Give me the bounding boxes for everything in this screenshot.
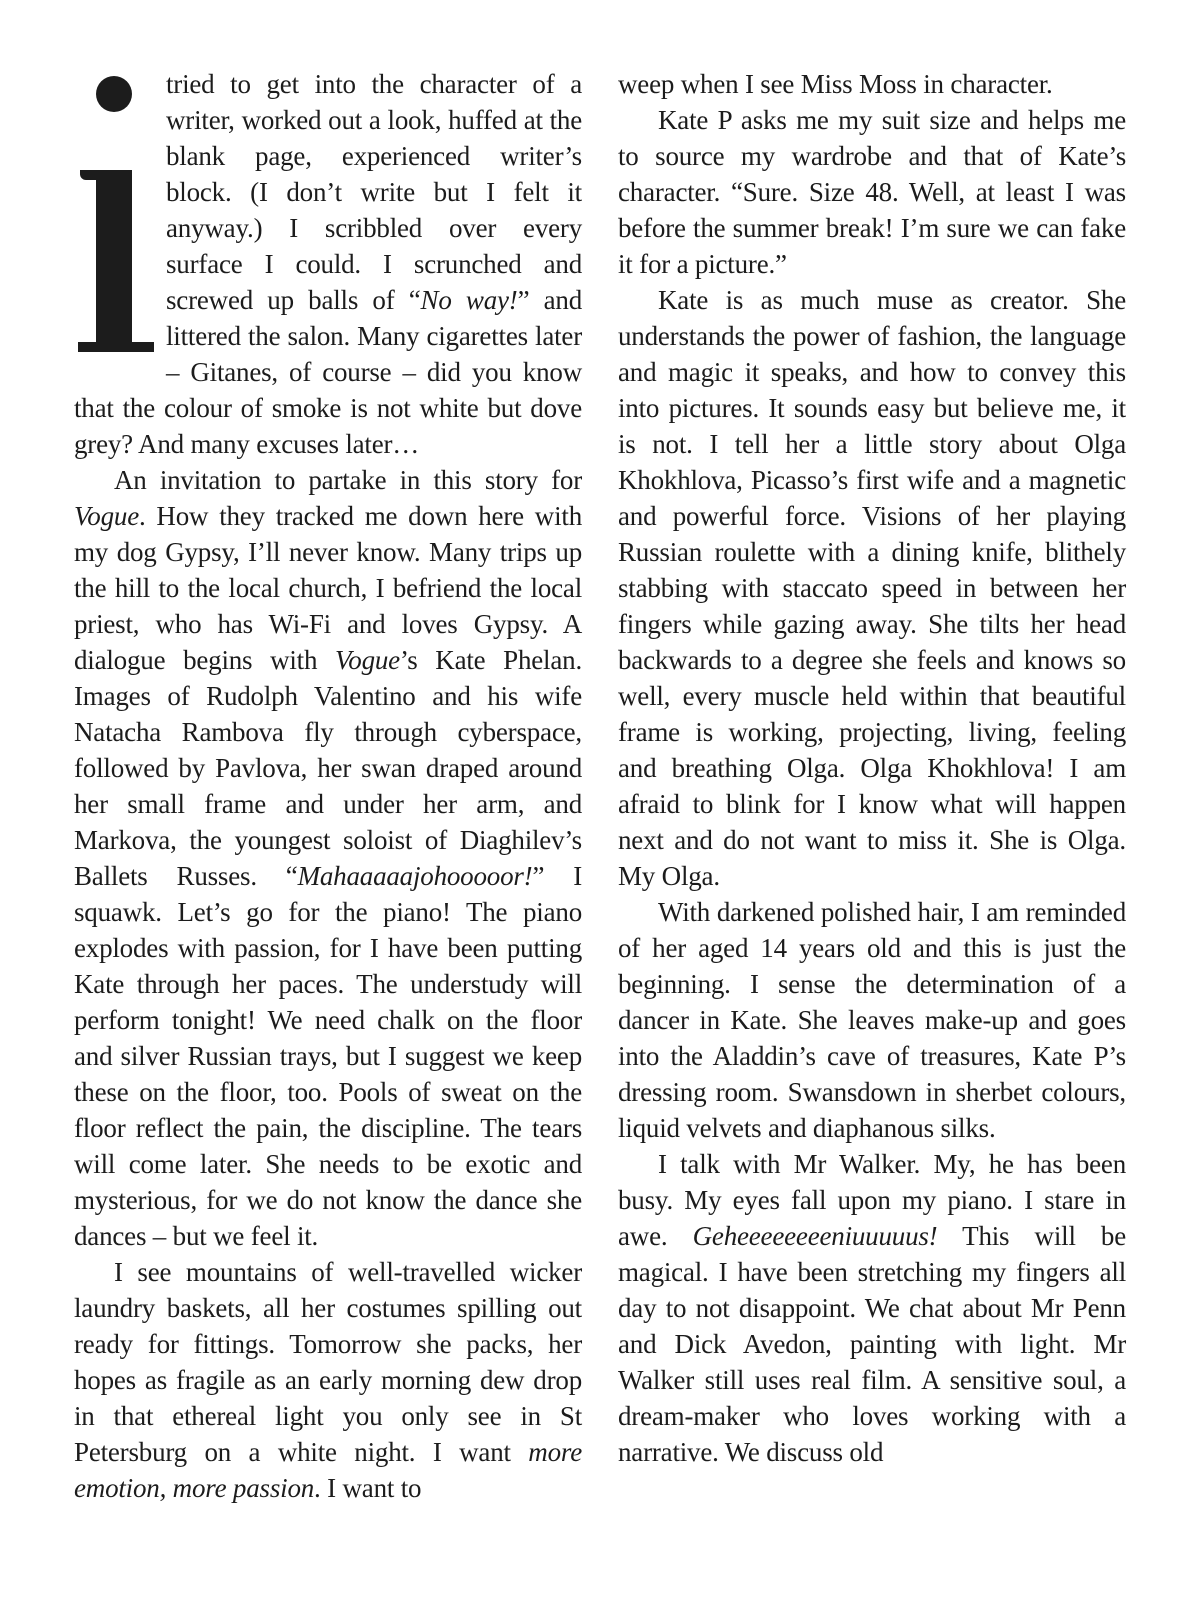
drop-cap-stem (96, 170, 132, 352)
text-run: This will be magical. I have been stretching my fingers all day to not disappoint. We chat about Mr Penn and Dick Avedon, painting with light. Mr Walker still uses real film. A sensitive soul, a dream-maker who loves working with a narrative. We discuss old (618, 1221, 1127, 1467)
left-column (74, 66, 582, 1506)
paragraph (618, 282, 1126, 894)
text-run: An invitation to partake in this story for (114, 465, 582, 495)
text-run: ” and littered the salon. Many cigarettes later – Gitanes, of course – did you know that the colour of smoke is not white but dove grey? And many excuses later… (74, 285, 582, 459)
text-run: ’s Kate Phelan. Images of Rudolph Valentino and his wife Natacha Rambova fly through cyberspace, followed by Pavlova, her swan draped around her small frame and under her arm, and Markova, the youngest soloist of Diaghilev’s Ballets Russes. “ (74, 645, 582, 891)
text-run: ” I squawk. Let’s go for the piano! The piano explodes with passion, for I have been putting Kate through her paces. The understudy will perform tonight! We need chalk on the floor and silver Russian trays, but I suggest we keep these on the floor, too. Pools of sweat on the floor reflect the pain, the discipline. The tears will come later. She needs to be exotic and mysterious, for we do not know the dance she dances – but we feel it. (74, 861, 582, 1251)
text-run: . How they tracked me down here with my dog Gypsy, I’ll never know. Many trips up the hill to the local church, I befriend the local priest, who has Wi-Fi and loves Gypsy. A dialogue begins with (74, 501, 582, 675)
text-run: weep when I see Miss Moss in character. (618, 69, 1053, 99)
text-run: With darkened polished hair, I am reminded of her aged 14 years old and this is just the beginning. I sense the determination of a dancer in Kate. She leaves make-up and goes into the Aladdin’s cave of treasures, Kate P’s dressing room. Swansdown in sherbet colours, liquid velvets and diaphanous silks. (618, 897, 1126, 1143)
text-run: I see mountains of well-travelled wicker laundry baskets, all her costumes spilling out ready for fittings. Tomorrow she packs, her hopes as fragile as an early morning dew drop in that ethereal light you only see in St Petersburg on a white night. I want (74, 1257, 582, 1467)
paragraph (74, 462, 582, 1254)
right-column (618, 66, 1126, 1470)
italic-text: Mahaaaaajohooooor! (297, 861, 533, 891)
drop-cap-serif-bottom (78, 342, 154, 352)
right-column-body (618, 66, 1126, 1470)
italic-text: Geheeeeeeeeniuuuuus! (692, 1221, 938, 1251)
italic-text: more emotion, more passion (74, 1437, 582, 1503)
paragraph (618, 102, 1126, 282)
italic-text: Vogue (74, 501, 139, 531)
paragraph (74, 1254, 582, 1506)
paragraph (618, 894, 1126, 1146)
text-run: . I want to (314, 1473, 422, 1503)
text-run: Kate P asks me my suit size and helps me to source my wardrobe and that of Kate’s character. “Sure. Size 48. Well, at least I was before the summer break! I’m sure we can fake it for a picture.” (618, 105, 1126, 279)
text-run: tried to get into the character of a writer, worked out a look, huffed at the blank page, experienced writer’s block. (I don’t write but I felt it anyway.) I scribbled over every surface I could. I scrunched and screwed up balls of “ (166, 69, 582, 315)
text-run: Kate is as much muse as creator. She understands the power of fashion, the language and magic it speaks, and how to convey this into pictures. It sounds easy but believe me, it is not. I tell her a little story about Olga Khokhlova, Picasso’s first wife and a magnetic and powerful force. Visions of her playing Russian roulette with a dining knife, blithely stabbing with staccato speed in between her fingers while gazing away. She tilts her head backwards to a degree she feels and knows so well, every muscle held within that beautiful frame is working, projecting, living, feeling and breathing Olga. Olga Khokhlova! I am afraid to blink for I know what will happen next and do not want to miss it. She is Olga. My Olga. (618, 285, 1126, 891)
paragraph (618, 1146, 1126, 1470)
drop-cap-dot (96, 76, 132, 112)
paragraph (618, 66, 1126, 102)
italic-text: No way! (420, 285, 518, 315)
text-run: I talk with Mr Walker. My, he has been busy. My eyes fall upon my piano. I stare in awe. (618, 1149, 1126, 1251)
italic-text: Vogue (334, 645, 400, 675)
drop-cap (74, 66, 162, 356)
